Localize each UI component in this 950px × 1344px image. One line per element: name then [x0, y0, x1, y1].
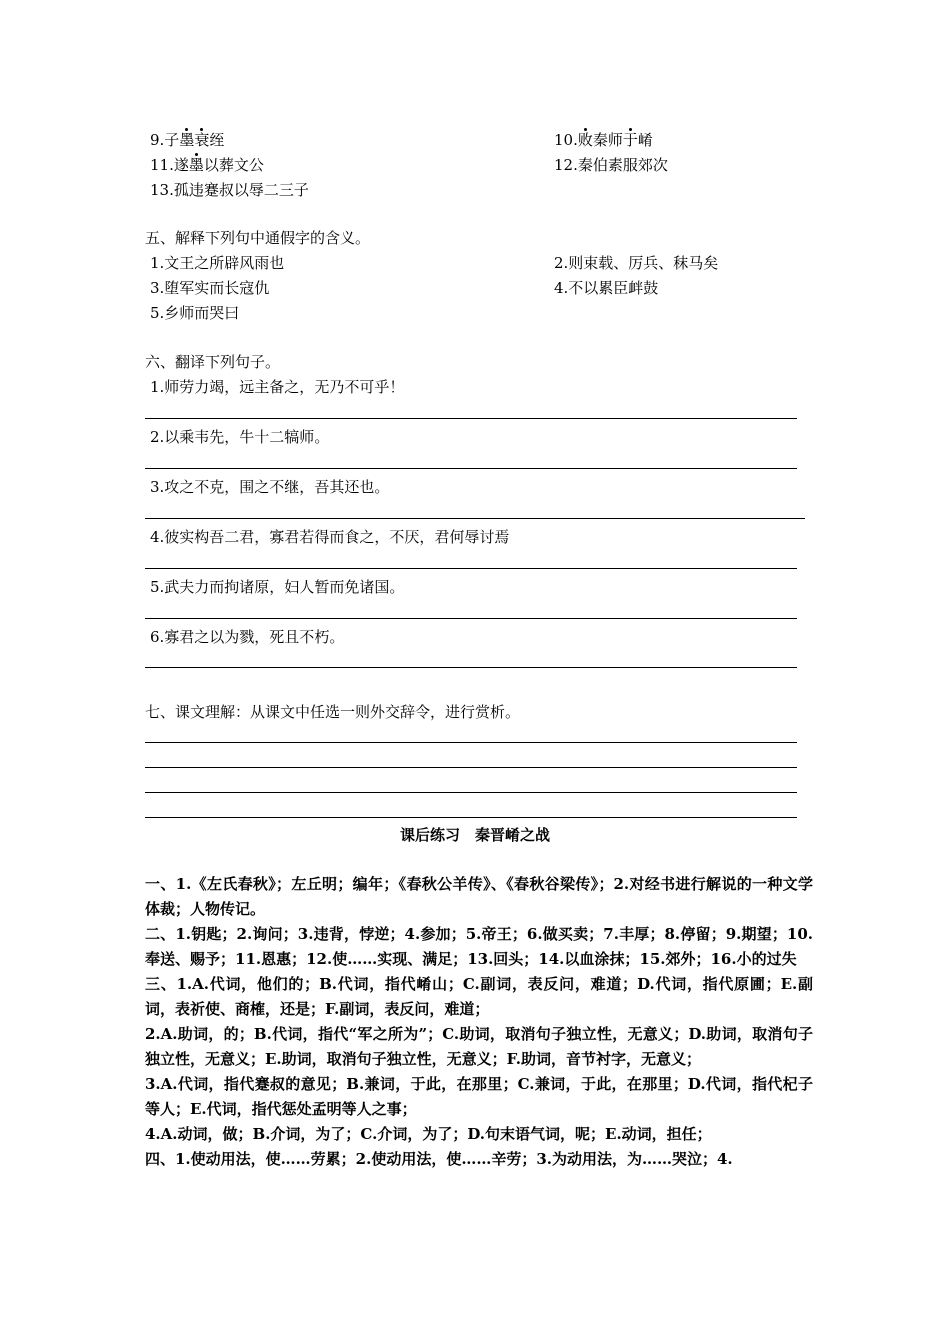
answer-line — [145, 667, 797, 668]
answer-line — [145, 518, 805, 519]
item-10-dotted-char-2: 于 — [622, 131, 638, 149]
answer-line — [145, 767, 797, 768]
answer-paragraph-3: 三、1.A.代词，他们的；B.代词，指代崤山；C.副词，表反问，难道；D.代词，指代原圃；E.副词，表祈使、商榷，还是；F.副词，表反问，难道； — [145, 975, 813, 1018]
item-9-text-d: 绖 — [209, 131, 225, 149]
answer-line — [145, 468, 797, 469]
item-10 — [554, 130, 653, 150]
answer-line — [145, 817, 797, 818]
item-9 — [150, 130, 224, 150]
answer-paragraph-4: 2.A.助词，的；B.代词，指代“军之所为”；C.助词，取消句子独立性，无意义；D.助词，取消句子独立性，无意义；E.助词，取消句子独立性，无意义；F.助词，音节衬字，无意义； — [145, 1025, 813, 1068]
section5-item-2: 2.则束载、厉兵、秣马矣 — [554, 254, 719, 272]
section6-heading: 六、翻译下列句子。 — [145, 353, 281, 371]
item-11 — [150, 155, 264, 175]
answer-paragraph-2: 二、1.钥匙；2.询问；3.违背，悖逆；4.参加；5.帝王；6.做买卖；7.丰厚；8.停留；9.期望；10.奉送、赐予；11.恩惠；12.使……实现、满足；13.回头；14.以血涂抹；15.郊外；16.小的过失 — [145, 925, 813, 968]
translate-item-1: 1.师劳力竭，远主备之，无乃不可乎！ — [150, 378, 405, 396]
translate-item-5: 5.武夫力而拘诸原，妇人暂而免诸国。 — [150, 578, 405, 596]
item-13: 13.孤违蹇叔以辱二三子 — [150, 181, 309, 199]
answer-line — [145, 792, 797, 793]
answer-line — [145, 742, 797, 743]
item-11-dotted-char: 墨 — [188, 156, 204, 174]
answer-line — [145, 418, 797, 419]
item-9-dotted-char: 墨 — [179, 131, 195, 149]
section5-item-5: 5.乡师而哭曰 — [150, 304, 240, 322]
section5-heading: 五、解释下列句中通假字的含义。 — [145, 229, 371, 247]
item-10-text: 秦师 — [592, 131, 623, 149]
answer-paragraph-6: 4.A.动词，做；B.介词，为了；C.介词，为了；D.句末语气词，呢；E.动词，担任； — [145, 1125, 712, 1143]
section5-item-1: 1.文王之所辟风雨也 — [150, 254, 285, 272]
section7-heading: 七、课文理解：从课文中任选一则外交辞令，进行赏析。 — [145, 703, 521, 721]
answer-line — [145, 568, 797, 569]
translate-item-6: 6.寡君之以为戮，死且不朽。 — [150, 628, 345, 646]
item-11-text-a: 11.遂 — [150, 156, 189, 174]
section5-item-3: 3.堕军实而长寇仇 — [150, 279, 270, 297]
answer-paragraph-5: 3.A.代词，指代蹇叔的意见；B.兼词，于此，在那里；C.兼词，于此，在那里；D.代词，指代杞子等人；E.代词，指代惩处孟明等人之事； — [145, 1075, 813, 1118]
answer-paragraph-1: 一、1.《左氏春秋》；左丘明；编年；《春秋公羊传》、《春秋谷梁传》；2.对经书进行解说的一种文学体裁；人物传记。 — [145, 875, 813, 918]
item-12: 12.秦伯素服郊次 — [554, 156, 668, 174]
item-10-num: 10. — [554, 131, 578, 149]
item-10-dotted-char: 败 — [577, 131, 593, 149]
item-9-text-a: 9.子 — [150, 131, 180, 149]
section5-item-4: 4.不以累臣衅鼓 — [554, 279, 659, 297]
answer-key-body — [145, 872, 813, 1172]
item-11-text-c: 以葬文公 — [203, 156, 264, 174]
translate-item-2: 2.以乘韦先，牛十二犒师。 — [150, 428, 330, 446]
translate-item-3: 3.攻之不克，围之不继，吾其还也。 — [150, 478, 390, 496]
answer-paragraph-7: 四、1.使动用法，使……劳累；2.使动用法，使……辛劳；3.为动用法，为……哭泣；4. — [145, 1150, 733, 1168]
answer-line — [145, 618, 797, 619]
translate-item-4: 4.彼实构吾二君，寡君若得而食之，不厌，君何辱讨焉 — [150, 528, 510, 546]
item-9-dotted-char-2: 衰 — [194, 131, 210, 149]
answer-key-title: 课后练习 秦晋崤之战 — [399, 826, 550, 844]
item-10-text-end: 崤 — [637, 131, 653, 149]
